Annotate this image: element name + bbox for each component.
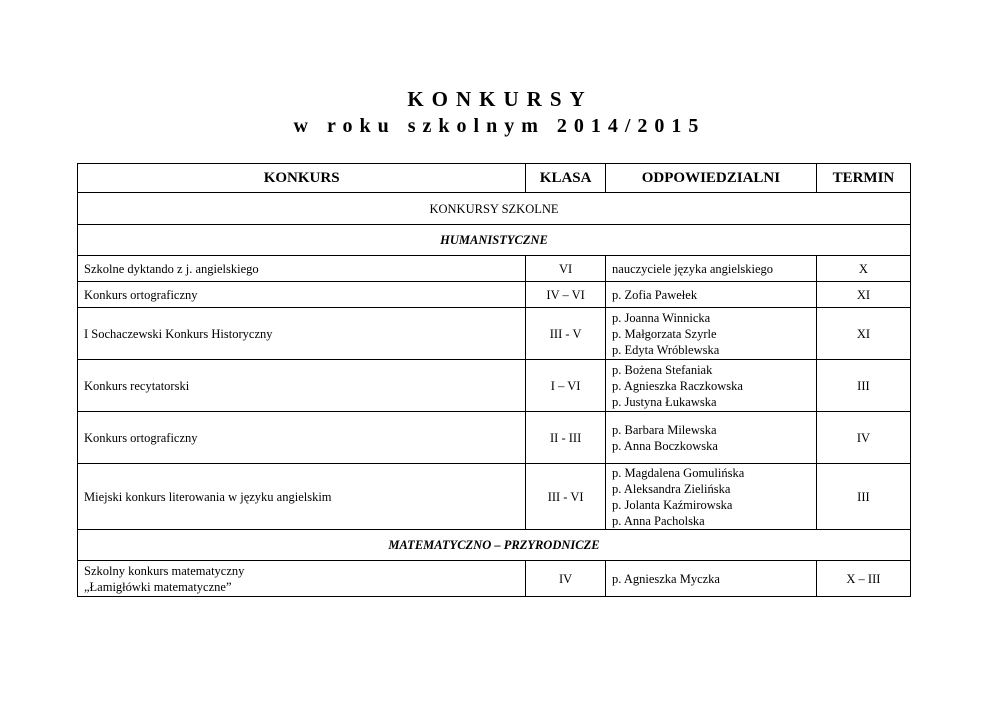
- responsible-person: p. Małgorzata Szyrle: [612, 326, 717, 341]
- responsible-person: nauczyciele języka angielskiego: [612, 261, 774, 276]
- contest-name-cell: [78, 282, 526, 308]
- responsible-cell: [606, 464, 817, 530]
- responsible-person: p. Jolanta Kaźmirowska: [612, 497, 733, 512]
- class-cell: IV – VI: [526, 282, 606, 308]
- contest-name: Konkurs ortograficzny: [84, 287, 198, 302]
- contest-name: Szkolny konkurs matematyczny: [84, 563, 245, 578]
- table-row: [78, 360, 911, 412]
- responsible-person: p. Anna Pacholska: [612, 513, 705, 528]
- term-cell: III: [816, 360, 910, 412]
- responsible-person: p. Anna Boczkowska: [612, 438, 718, 453]
- responsible-cell: [606, 308, 817, 360]
- responsible-person: p. Joanna Winnicka: [612, 310, 711, 325]
- responsible-cell: [606, 360, 817, 412]
- responsible-person: p. Aleksandra Zielińska: [612, 481, 731, 496]
- contest-name: Miejski konkurs literowania w języku angielskim: [84, 489, 332, 504]
- subsection-row: [78, 225, 911, 256]
- responsible-person: p. Zofia Pawełek: [612, 287, 698, 302]
- responsible-cell: [606, 282, 817, 308]
- contest-name-cell: [78, 256, 526, 282]
- responsible-person: p. Justyna Łukawska: [612, 394, 717, 409]
- term-cell: IV: [816, 412, 910, 464]
- title-school-year: w roku szkolnym 2014/2015: [293, 115, 706, 137]
- table-row: [78, 282, 911, 308]
- table-row: [78, 412, 911, 464]
- header-responsible: ODPOWIEDZIALNI: [606, 164, 817, 193]
- responsible-person: p. Agnieszka Raczkowska: [612, 378, 743, 393]
- table-header-row: [78, 164, 911, 193]
- subsection-row: [78, 530, 911, 561]
- contests-table: [77, 163, 911, 597]
- responsible-cell: [606, 256, 817, 282]
- table-body: [78, 193, 911, 597]
- section-row: [78, 193, 911, 225]
- title-main: KONKURSY: [407, 87, 593, 111]
- class-cell: II - III: [526, 412, 606, 464]
- contest-name-cell: [78, 561, 526, 597]
- class-cell: VI: [526, 256, 606, 282]
- term-cell: XI: [816, 282, 910, 308]
- header-term: TERMIN: [816, 164, 910, 193]
- section-school-contests: KONKURSY SZKOLNE: [78, 193, 911, 225]
- table-row: [78, 308, 911, 360]
- contest-name-cell: [78, 308, 526, 360]
- header-contest: KONKURS: [78, 164, 526, 193]
- contest-name-cell: [78, 412, 526, 464]
- responsible-person: p. Agnieszka Myczka: [612, 571, 720, 586]
- table-row: [78, 256, 911, 282]
- table-row: [78, 561, 911, 597]
- subsection-math-science: MATEMATYCZNO – PRZYRODNICZE: [78, 530, 911, 561]
- header-class: KLASA: [526, 164, 606, 193]
- class-cell: III - VI: [526, 464, 606, 530]
- contest-name: I Sochaczewski Konkurs Historyczny: [84, 326, 273, 341]
- responsible-cell: [606, 561, 817, 597]
- responsible-person: p. Bożena Stefaniak: [612, 362, 713, 377]
- subsection-humanities: HUMANISTYCZNE: [78, 225, 911, 256]
- table-row: [78, 464, 911, 530]
- term-cell: X – III: [816, 561, 910, 597]
- class-cell: I – VI: [526, 360, 606, 412]
- contest-name-cell: [78, 360, 526, 412]
- responsible-cell: [606, 412, 817, 464]
- contest-name: Szkolne dyktando z j. angielskiego: [84, 261, 259, 276]
- contest-name: „Łamigłówki matematyczne”: [84, 579, 232, 594]
- document-title: [0, 86, 992, 140]
- class-cell: IV: [526, 561, 606, 597]
- term-cell: III: [816, 464, 910, 530]
- responsible-person: p. Edyta Wróblewska: [612, 342, 720, 357]
- contest-name: Konkurs recytatorski: [84, 378, 190, 393]
- term-cell: XI: [816, 308, 910, 360]
- contest-name: Konkurs ortograficzny: [84, 430, 198, 445]
- contest-name-cell: [78, 464, 526, 530]
- class-cell: III - V: [526, 308, 606, 360]
- term-cell: X: [816, 256, 910, 282]
- responsible-person: p. Magdalena Gomulińska: [612, 465, 745, 480]
- responsible-person: p. Barbara Milewska: [612, 422, 717, 437]
